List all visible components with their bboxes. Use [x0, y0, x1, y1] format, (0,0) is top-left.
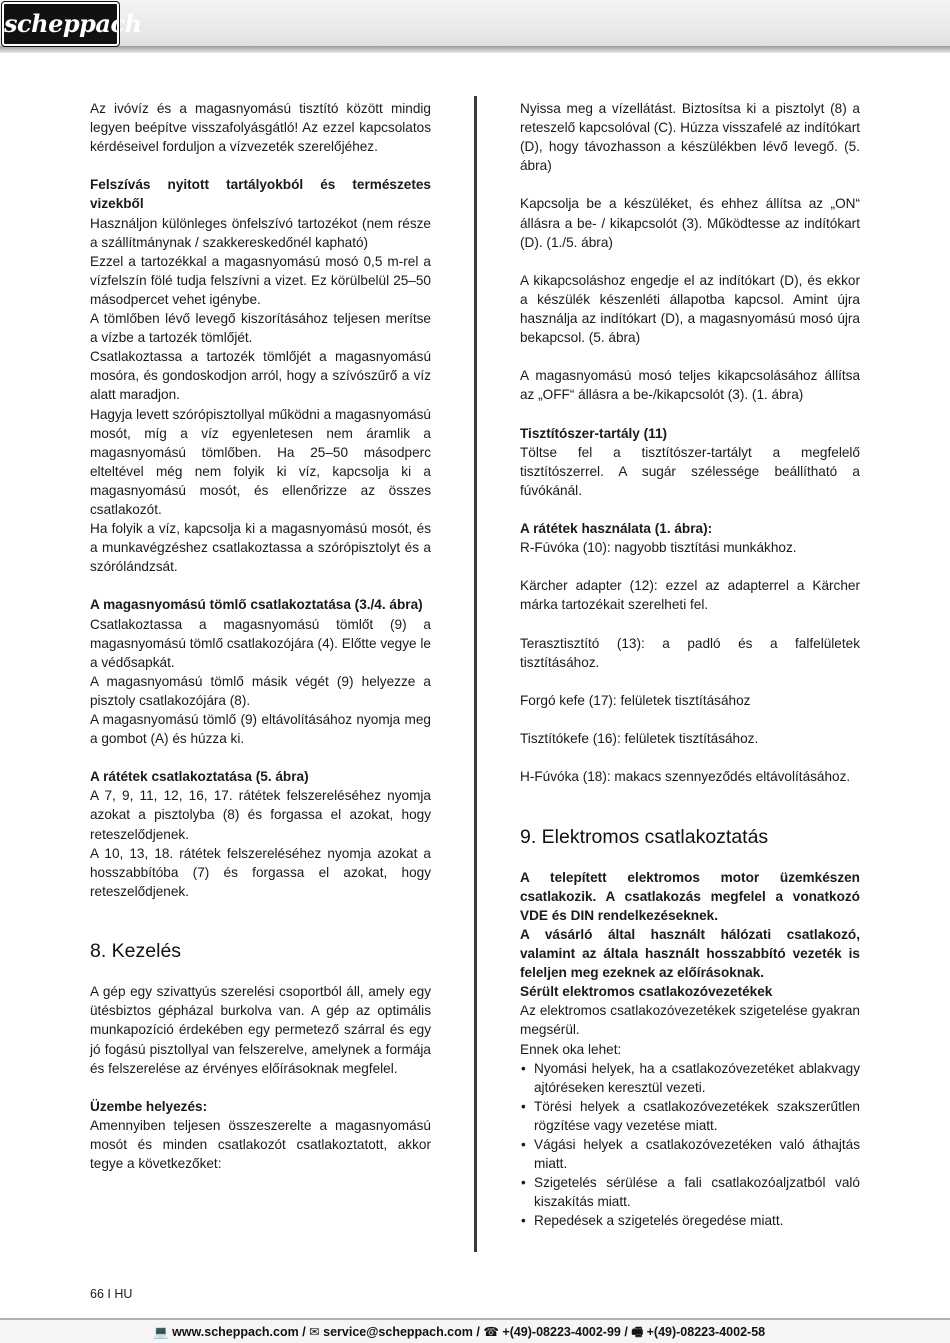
paragraph: Nyissa meg a vízellátást. Biztosítsa ki a pisztolyt (8) a reteszelő kapcsolóval (C). Húzza visszafelé az indítókart (D), hogy távozhasson a készülékben lévő levegő. (5. ábra) — [520, 101, 860, 174]
paragraph: H-Fúvóka (18): makacs szennyeződés eltávolításához. — [520, 769, 851, 785]
spacer — [90, 901, 431, 920]
spacer — [520, 615, 860, 634]
spacer — [520, 347, 860, 366]
bullet-item: • Vágási helyek a csatlakozóvezetéken való áthajtás miatt. — [520, 1135, 860, 1173]
paragraph: A kikapcsoláshoz engedje el az indítókart (D), és ekkor a készülék készenléti állapotba kapcsol. Amint újra használja az indítókart (D), a magasnyomású mosó újra bekapcsol. (5. ábra) — [520, 272, 860, 346]
paragraph: A magasnyomású tömlő (9) eltávolításához nyomja meg a gombot (A) és húzza ki. — [90, 712, 431, 747]
page-header — [0, 0, 950, 52]
paragraph: A 10, 13, 18. rátétek felszereléséhez nyomja azokat a hosszabbítóba (7) és forgassa el azokat, hogy reteszelődjenek. — [90, 845, 431, 899]
bullet-item: • Repedések a szigetelés öregedése miatt. — [520, 1211, 860, 1230]
spacer — [520, 500, 860, 519]
footer-contact — [0, 1323, 950, 1343]
bullet-item: • Nyomási helyek, ha a csatlakozóvezetéket ablakvagy ajtóréseken keresztül vezeti. — [520, 1059, 860, 1097]
spacer — [520, 557, 860, 576]
page-number: 66 I HU — [90, 1287, 133, 1301]
fax-icon: 🖷 — [631, 1325, 644, 1339]
bullet-item: • Törési helyek a csatlakozóvezetékek szakszerűtlen rögzítése vagy vezetése miatt. — [520, 1097, 860, 1135]
paragraph: Csatlakoztassa a magasnyomású tömlőt (9) a magasnyomású tömlő csatlakozójára (4). Előtte vegye le a védősapkát. — [90, 616, 431, 670]
section-heading: 9. Elektromos csatlakoztatás — [520, 825, 769, 848]
spacer — [90, 963, 431, 982]
mail-icon: ✉ — [309, 1325, 320, 1339]
footer-email: service@scheppach.com / — [323, 1325, 480, 1339]
section-subheading: A vásárló által használt hálózati csatlakozó, valamint az általa használt hosszabbító vezeték is feleljen meg ezeknek az előírásoknak. — [520, 926, 860, 981]
section-subheading: Tisztítószer-tartály (11) — [520, 425, 668, 441]
paragraph: Hagyja levett szórópisztollyal működni a magasnyomású mosót, míg a víz egyenletesen nem áramlik a magasnyomású tömlőben. Ha 25–50 másodperc elteltével még nem folyik ki víz, kapcsolja ki a magasnyomású mosót, és ellenőrizze az összes csatlakozót. — [90, 406, 431, 517]
section-subheading: Felszívás nyitott tartályokból és természetes vizekből — [90, 177, 431, 212]
spacer — [520, 175, 860, 194]
spacer — [520, 805, 860, 824]
paragraph: Ennek oka lehet: — [520, 1041, 622, 1057]
spacer — [520, 252, 860, 271]
spacer — [90, 920, 431, 939]
header-shadow — [0, 46, 950, 53]
section-subheading: A telepített elektromos motor üzemkészen csatlakozik. A csatlakozás megfelel a vonatkozó VDE és DIN rendelkezéseknek. — [520, 869, 860, 923]
paragraph: Töltse fel a tisztítószer-tartályt a megfelelő tisztítószerrel. A sugár szélessége beállítható a fúvókánál. — [520, 444, 860, 498]
paragraph: Csatlakoztassa a tartozék tömlőjét a magasnyomású mosóra, és gondoskodjon arról, hogy a szívószűrő a víz alatt maradjon. — [90, 349, 431, 403]
section-subheading: A rátétek csatlakoztatása (5. ábra) — [90, 769, 309, 785]
paragraph: Az ivóvíz és a magasnyomású tisztító között mindig legyen beépítve visszafolyásgátló! Az ezzel kapcsolatos kérdéseivel forduljon a vízvezeték szerelőjéhez. — [90, 101, 431, 155]
paragraph: R-Fúvóka (10): nagyobb tisztítási munkákhoz. — [520, 540, 797, 556]
section-subheading: Sérült elektromos csatlakozóvezetékek — [520, 984, 773, 1000]
section-subheading: A rátétek használata (1. ábra): — [520, 521, 713, 537]
footer-fax: +(49)-08223-4002-58 — [646, 1325, 766, 1339]
footer-phone: +(49)-08223-4002-99 / — [502, 1325, 628, 1339]
paragraph: A magasnyomású mosó teljes kikapcsolásához állítsa az „OFF“ állásra a be-/kikapcsolót (3). (1. ábra) — [520, 368, 860, 403]
spacer — [90, 748, 431, 767]
paragraph: A magasnyomású tömlő másik végét (9) helyezze a pisztoly csatlakozójára (8). — [90, 673, 431, 708]
computer-icon: 💻 — [153, 1325, 169, 1339]
bullet-list — [520, 1059, 860, 1231]
spacer — [520, 710, 860, 729]
paragraph: Használjon különleges önfelszívó tartozékot (nem része a szállítmánynak / szakkereskedőnél kapható) — [90, 215, 431, 250]
paragraph: A gép egy szivattyús szerelési csoportból áll, amely egy ütésbiztos gépházal burkolva van. A gép az optimális munkapozíció érdekében egy permetező szárral és egy jó fogású pisztollyal van felszerelve, amelynek a formája és felszerelése az érvényes előírásoknak megfelel. — [90, 984, 431, 1076]
spacer — [520, 786, 860, 805]
paragraph: Kärcher adapter (12): ezzel az adapterrel a Kärcher márka tartozékait szerelheti fel. — [520, 578, 860, 613]
spacer — [90, 156, 431, 175]
paragraph: Forgó kefe (17): felületek tisztításához — [520, 692, 751, 708]
spacer — [520, 672, 860, 691]
spacer — [90, 1078, 431, 1097]
left-column — [90, 99, 431, 1173]
paragraph: Az elektromos csatlakozóvezetékek szigetelése gyakran megsérül. — [520, 1003, 860, 1038]
paragraph: Amennyiben teljesen összeszerelte a magasnyomású mosót és minden csatlakozót csatlakoztatott, akkor tegye a következőket: — [90, 1117, 431, 1172]
column-divider — [474, 96, 477, 1252]
spacer — [520, 748, 860, 767]
paragraph: Tisztítókefe (16): felületek tisztításához. — [520, 731, 759, 747]
paragraph: Terasztisztító (13): a padló és a falfelületek tisztításához. — [520, 635, 860, 670]
spacer — [90, 576, 431, 595]
bullet-item: • Szigetelés sérülése a fali csatlakozóaljzatból való kiszakítás miatt. — [520, 1173, 860, 1211]
section-subheading: Üzembe helyezés: — [90, 1098, 208, 1114]
spacer — [520, 405, 860, 424]
spacer — [520, 849, 860, 868]
paragraph: Ezzel a tartozékkal a magasnyomású mosó 0,5 m-rel a vízfelszín fölé tudja felszívni a vizet. Ez körülbelül 25–50 másodpercet vehet igénybe. — [90, 253, 431, 307]
scheppach-logo: scheppach — [2, 2, 119, 46]
paragraph: A tömlőben lévő levegő kiszorításához teljesen merítse a vízbe a tartozék tömlőjét. — [90, 311, 431, 346]
phone-icon: ☎ — [483, 1325, 499, 1339]
footer-divider — [0, 1318, 950, 1320]
paragraph: A 7, 9, 11, 12, 16, 17. rátétek felszereléséhez nyomja azokat a pisztolyba (8) és forgassa el azokat, hogy reteszelődjenek. — [90, 788, 431, 842]
footer-website: www.scheppach.com / — [172, 1325, 306, 1339]
right-column — [520, 99, 860, 1230]
paragraph: Kapcsolja be a készüléket, és ehhez állítsa az „ON“ állásra a be- / kikapcsolót (3). Működtesse az indítókart (D). (1./5. ábra) — [520, 196, 860, 250]
paragraph: Ha folyik a víz, kapcsolja ki a magasnyomású mosót, és a munkavégzéshez csatlakoztassa a szórópisztolyt és a szórólándzsát. — [90, 521, 431, 575]
section-subheading: A magasnyomású tömlő csatlakoztatása (3./4. ábra) — [90, 597, 423, 613]
section-heading: 8. Kezelés — [90, 940, 182, 963]
